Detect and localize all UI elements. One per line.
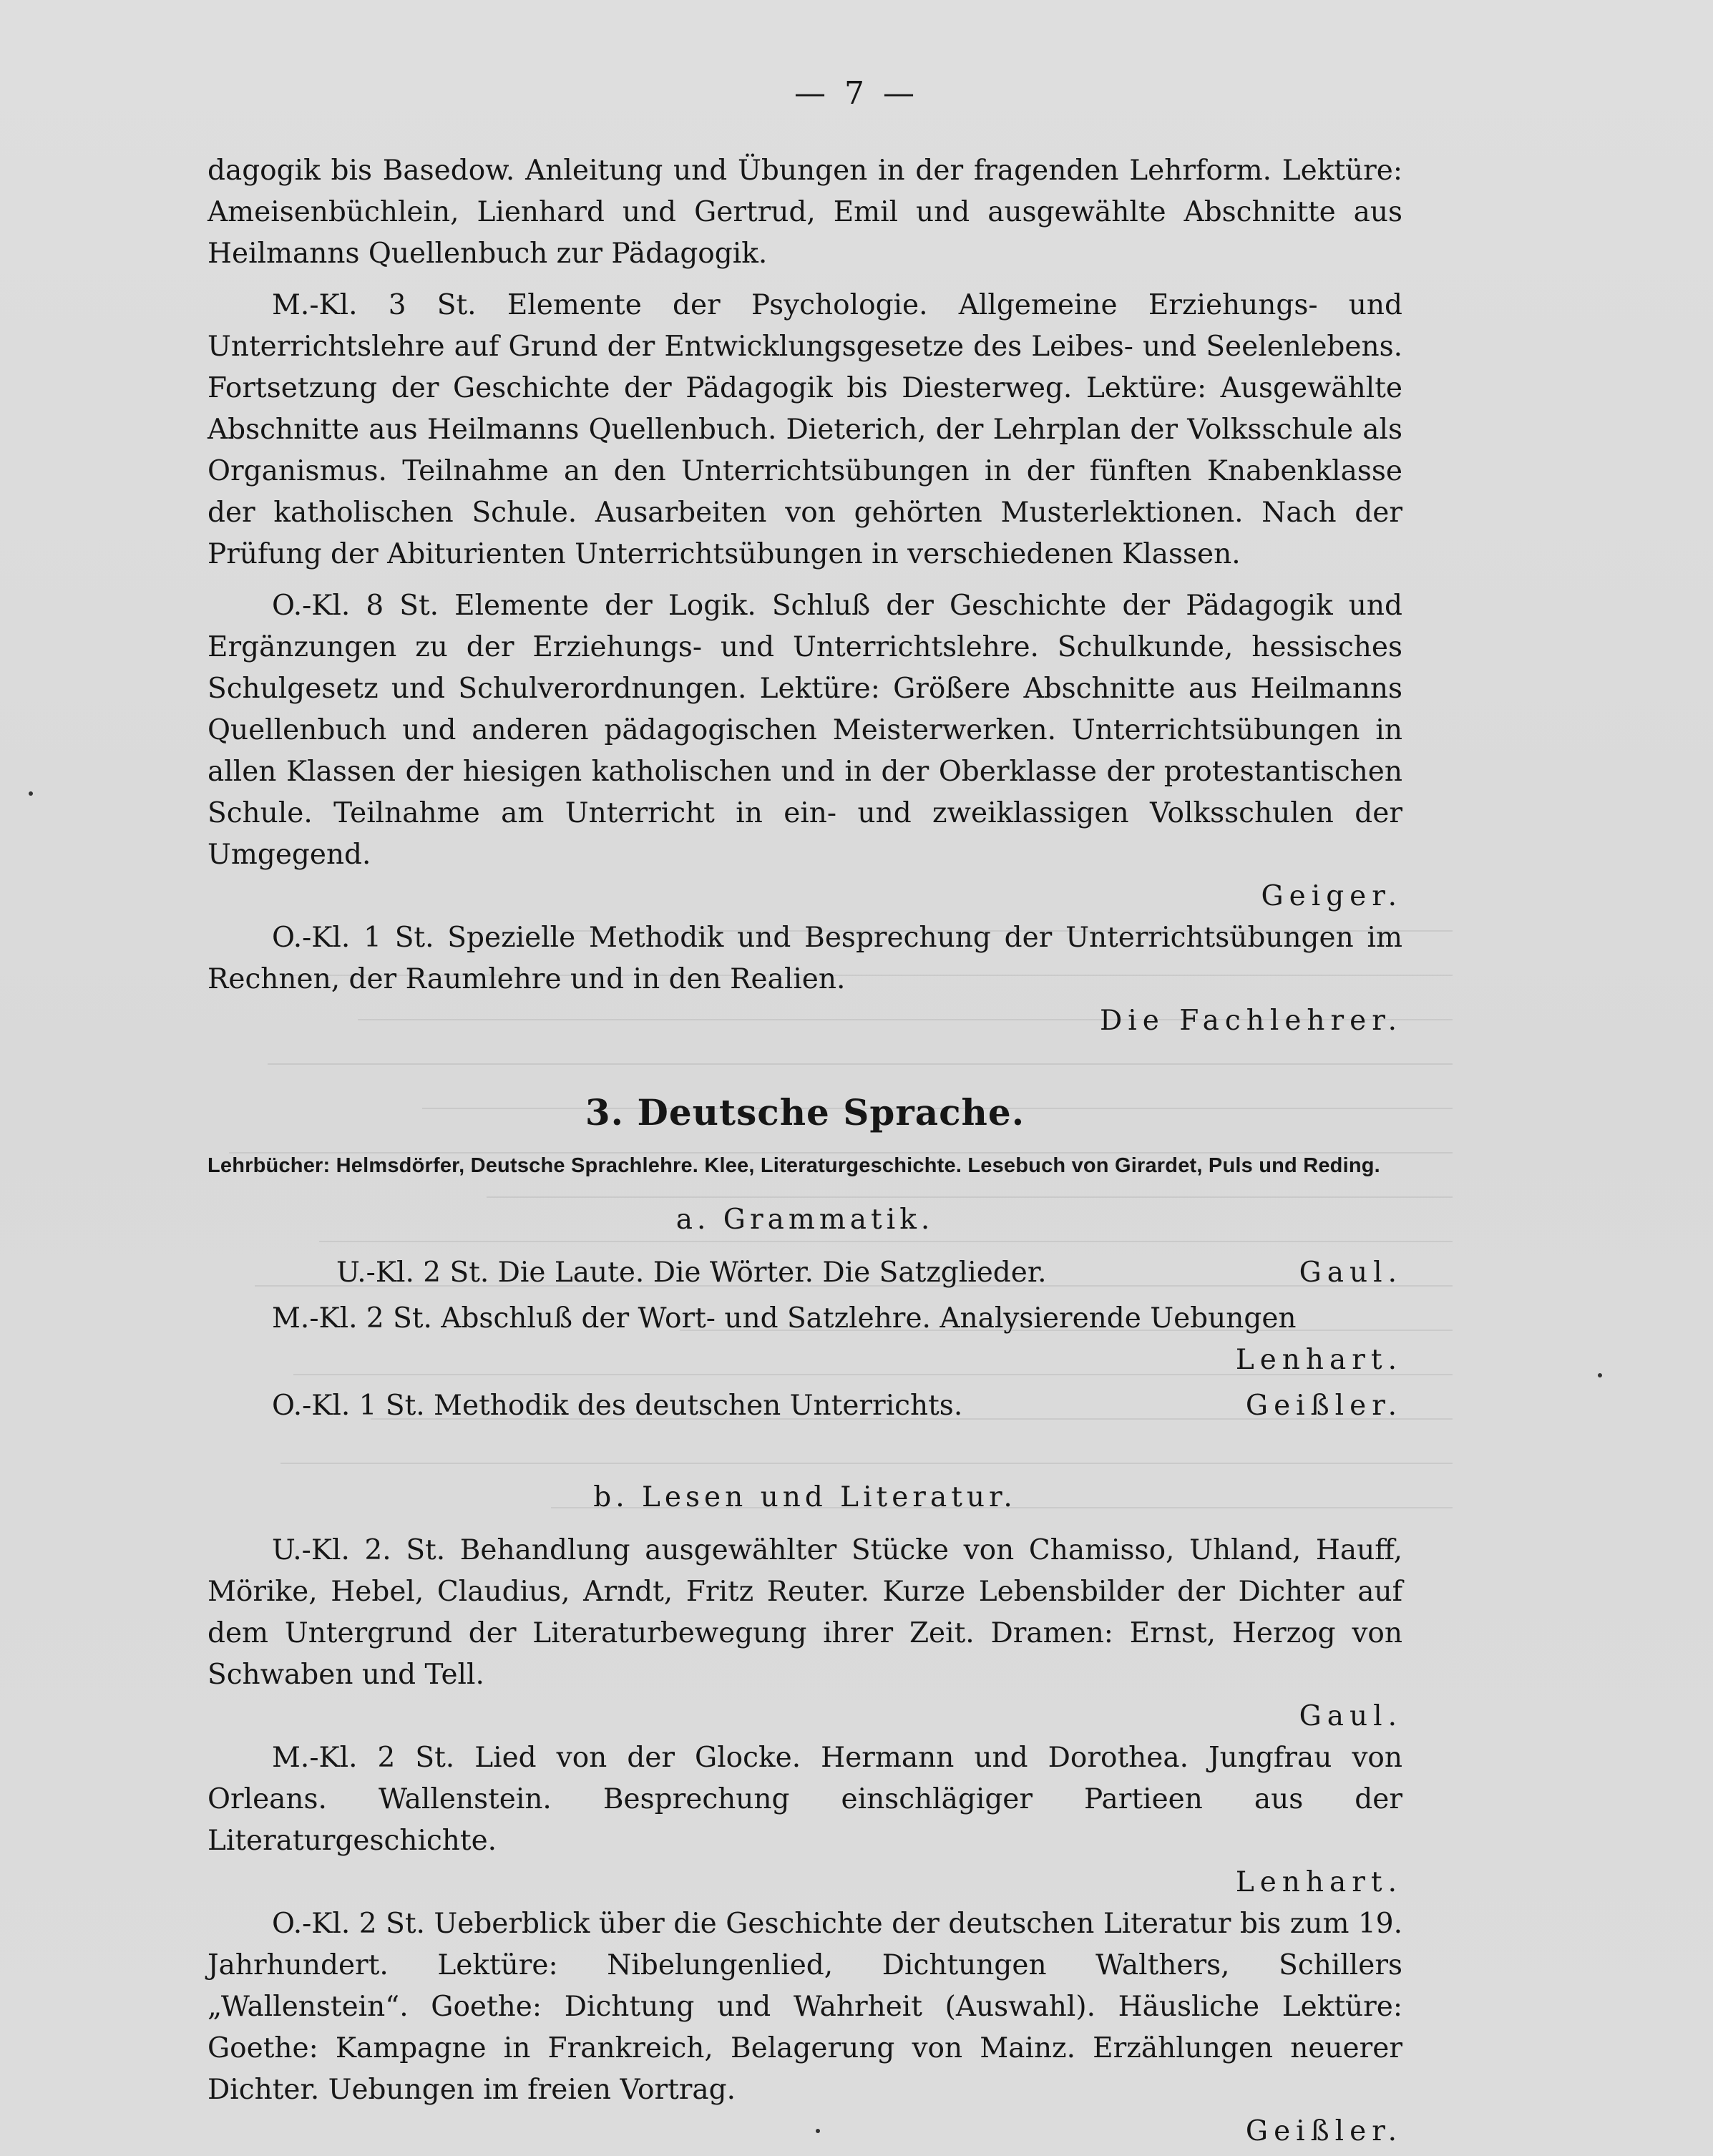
grammatik-u-kl-line xyxy=(208,1252,1402,1294)
subsection-heading-literatur: b. Lesen und Literatur. xyxy=(593,1481,1017,1513)
grammatik-o-kl-line xyxy=(208,1385,1402,1427)
section-title: 3. Deutsche Sprache. xyxy=(585,1091,1025,1133)
paragraph-o-kl-text: O.-Kl. 8 St. Elemente der Logik. Schluß der Geschichte der Pädagogik und Ergänzungen zu der Erziehungs- und Unterrichtslehre. Schulkunde, hessisches Schulgesetz und Schulverordnungen. Lektüre: Größere Abschnitte aus Heilmanns Quellenbuch und anderen pädagogischen Meisterwerken. Unterrichtsübungen in allen Klassen der hiesigen katholischen und in der Oberklasse der protestantischen Schule. Teilnahme am Unterricht in ein- und zweiklassigen Volksschulen der Umgegend. xyxy=(208,590,1402,871)
literatur-o-kl-text: O.-Kl. 2 St. Ueberblick über die Geschichte der deutschen Literatur bis zum 19. Jahrhundert. Lektüre: Nibelungenlied, Dichtungen Walthers, Schillers „Wallenstein“. Goethe: Dichtung und Wahrheit (Auswahl). Häusliche Lektüre: Goethe: Kampagne in Frankreich, Belagerung von Mainz. Erzählungen neuerer Dichter. Uebungen im freien Vortrag. xyxy=(208,1908,1402,2106)
grammatik-u-kl-text: U.-Kl. 2 St. Die Laute. Die Wörter. Die Satzglieder. xyxy=(336,1257,1047,1289)
teacher-signature-lenhart: Lenhart. xyxy=(1235,1344,1402,1376)
teacher-signature-geiger: Geiger. xyxy=(1261,880,1402,912)
subsection-heading-grammatik: a. Grammatik. xyxy=(675,1204,934,1236)
teacher-signature-fachlehrer: Die Fachlehrer. xyxy=(1100,1005,1402,1037)
teacher-signature-geissler: Geißler. xyxy=(1245,1390,1402,1422)
paragraph-pedagogy-continued: dagogik bis Basedow. Anleitung und Übungen in der fragenden Lehrform. Lektüre: Ameisenbüchlein, Lienhard und Gertrud, Emil und ausgewählte Abschnitte aus Heilmanns Quellenbuch zur Pädagogik. xyxy=(208,155,1402,270)
teacher-signature-gaul: Gaul. xyxy=(1299,1257,1402,1289)
paragraph-m-kl-pedagogy: M.-Kl. 3 St. Elemente der Psychologie. Allgemeine Erziehungs- und Unterrichtslehre auf Grund der Entwicklungsgesetze des Leibes- und Seelenlebens. Fortsetzung der Geschichte der Pädagogik bis Diesterweg. Lektüre: Ausgewählte Abschnitte aus Heilmanns Quellenbuch. Dieterich, der Lehrplan der Volksschule als Organismus. Teilnahme an den Unterrichtsübungen in der fünften Knabenklasse der katholischen Schule. Ausarbeiten von gehörten Musterlektionen. Nach der Prüfung der Abiturienten Unterrichtsübungen in verschiedenen Klassen. xyxy=(208,289,1402,570)
teacher-signature-lenhart-2: Lenhart. xyxy=(1235,1866,1402,1898)
literatur-u-kl-text: U.-Kl. 2. St. Behandlung ausgewählter Stücke von Chamisso, Uhland, Hauff, Mörike, Hebel, Claudius, Arndt, Fritz Reuter. Kurze Lebensbilder der Dichter auf dem Untergrund der Literaturbewegung ihrer Zeit. Dramen: Ernst, Herzog von Schwaben und Tell. xyxy=(208,1534,1402,1691)
page-number: — 7 — xyxy=(794,75,919,112)
textbooks-line: Lehrbücher: Helmsdörfer, Deutsche Sprachlehre. Klee, Literaturgeschichte. Lesebuch von Girardet, Puls und Reding. xyxy=(208,1154,1380,1177)
paragraph-o-kl-methodik-text: O.-Kl. 1 St. Spezielle Methodik und Besprechung der Unterrichtsübungen im Rechnen, der Raumlehre und in den Realien. xyxy=(208,922,1402,995)
literatur-m-kl-text: M.-Kl. 2 St. Lied von der Glocke. Hermann und Dorothea. Jungfrau von Orleans. Wallenstein. Besprechung einschlägiger Partieen aus der Literaturgeschichte. xyxy=(208,1742,1402,1857)
grammatik-m-kl-text: M.-Kl. 2 St. Abschluß der Wort- und Satzlehre. Analysierende Uebungen xyxy=(272,1302,1297,1335)
scan-speck xyxy=(29,791,33,796)
scan-speck xyxy=(1598,1373,1602,1377)
grammatik-o-kl-text: O.-Kl. 1 St. Methodik des deutschen Unterrichts. xyxy=(272,1390,963,1422)
teacher-signature-geissler-2: Geißler. xyxy=(1245,2115,1402,2147)
paragraph-o-kl-methodik xyxy=(208,917,1402,1000)
page-body xyxy=(208,150,1402,2152)
paragraph-o-kl-pedagogy xyxy=(208,585,1402,876)
teacher-signature-gaul-2: Gaul. xyxy=(1299,1700,1402,1732)
